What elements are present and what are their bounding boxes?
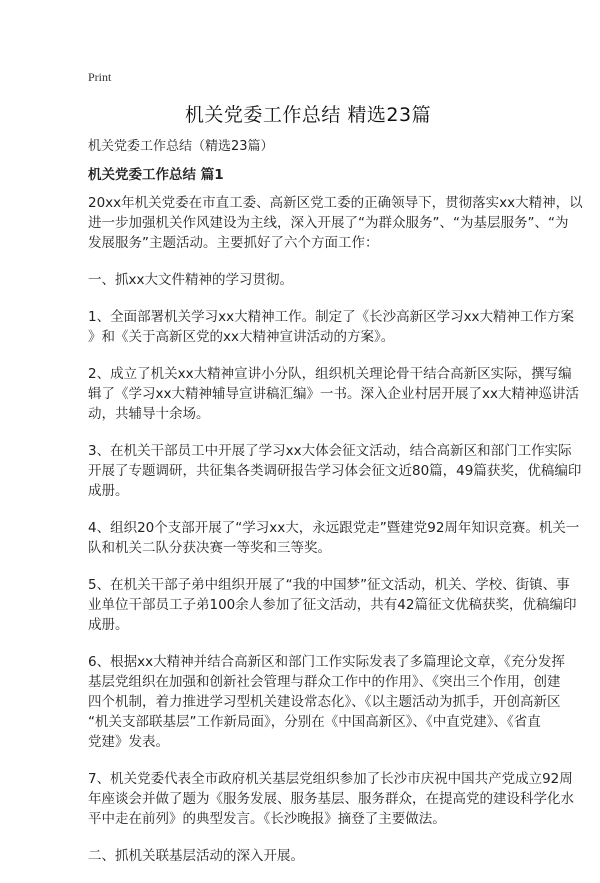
paragraph-line: 开展了专题调研，共征集各类调研报告学习体会征文近80篇，49篇获奖，优稿编印 bbox=[88, 463, 582, 479]
paragraph-line: 5、在机关干部子弟中组织开展了“我的中国梦”征文活动，机关、学校、街镇、事 bbox=[88, 577, 570, 593]
paragraph bbox=[88, 769, 574, 829]
paragraph bbox=[88, 575, 577, 635]
document-page bbox=[88, 70, 583, 883]
paragraph-line: 成册。 bbox=[88, 617, 129, 633]
paragraph-line: “机关支部联基层”工作新局面》，分别在《中国高新区》、《中直党建》、《省直 bbox=[88, 714, 541, 730]
paragraph-line: 1、全面部署机关学习xx大精神工作。制定了《长沙高新区学习xx大精神工作方案 bbox=[88, 309, 575, 325]
paragraph-line: 党建》发表。 bbox=[88, 734, 169, 750]
print-label[interactable]: Print bbox=[88, 70, 112, 84]
paragraph-line: 年座谈会并做了题为《服务发展、服务基层、服务群众，在提高党的建设科学化水 bbox=[88, 791, 574, 807]
paragraph-line: 4、组织20个支部开展了“学习xx大，永远跟党走”暨建党92周年知识竞赛。机关一 bbox=[88, 520, 580, 536]
page-title: 机关党委工作总结 精选23篇 bbox=[184, 104, 432, 126]
paragraph-line: 》和《关于高新区党的xx大精神宣讲活动的方案》。 bbox=[88, 329, 395, 345]
paragraph-line: 成册。 bbox=[88, 483, 129, 499]
paragraph-line: 队和机关二队分获决赛一等奖和三等奖。 bbox=[88, 540, 331, 556]
paragraph-line: 发展服务”主题活动。主要抓好了六个方面工作： bbox=[88, 235, 379, 251]
paragraph bbox=[88, 193, 583, 253]
paragraph-line: 20xx年机关党委在市直工委、高新区党工委的正确领导下，贯彻落实xx大精神，以 bbox=[88, 195, 583, 211]
paragraph-line: 2、成立了机关xx大精神宣讲小分队，组织机关理论骨干结合高新区实际，撰写编 bbox=[88, 366, 572, 382]
paragraph bbox=[88, 364, 579, 424]
paragraph-line: 进一步加强机关作风建设为主线，深入开展了“为群众服务”、“为基层服务”、“为 bbox=[88, 215, 569, 231]
paragraph-line: 3、在机关干部员工中开展了学习xx大体会征文活动，结合高新区和部门工作实际 bbox=[88, 443, 572, 459]
paragraph bbox=[88, 270, 528, 290]
paragraph-line: 动，共辅导十余场。 bbox=[88, 406, 210, 422]
paragraph bbox=[88, 441, 582, 501]
paragraph bbox=[88, 307, 575, 347]
paragraph-line: 7、机关党委代表全市政府机关基层党组织参加了长沙市庆祝中国共产党成立92周 bbox=[88, 771, 573, 787]
paragraph bbox=[88, 846, 528, 866]
paragraph-line: 二、抓机关联基层活动的深入开展。 bbox=[88, 848, 304, 864]
paragraph-line: 6、根据xx大精神并结合高新区和部门工作实际发表了多篇理论文章，《充分发挥 bbox=[88, 654, 565, 670]
paragraph-line: 业单位干部员工子弟100余人参加了征文活动，共有42篇征文优稿获奖，优稿编印 bbox=[88, 597, 577, 613]
paragraph bbox=[88, 518, 580, 558]
paragraph-line: 辑了《学习xx大精神辅导宣讲稿汇编》一书。深入企业村居开展了xx大精神巡讲活 bbox=[88, 386, 579, 402]
paragraph-line: 四个机制，着力推进学习型机关建设常态化》、《以主题活动为抓手，开创高新区 bbox=[88, 694, 561, 710]
document-body bbox=[88, 193, 583, 866]
document-subtitle: 机关党委工作总结（精选23篇） bbox=[88, 139, 274, 154]
paragraph-line: 基层党组织在加强和创新社会管理与群众工作中的作用》、《突出三个作用，创建 bbox=[88, 674, 561, 690]
paragraph bbox=[88, 652, 565, 752]
paragraph-line: 一、抓xx大文件精神的学习贯彻。 bbox=[88, 272, 293, 288]
paragraph-line: 平中走在前列》的典型发言。《长沙晚报》摘登了主要做法。 bbox=[88, 811, 446, 827]
section-heading: 机关党委工作总结 篇1 bbox=[88, 167, 224, 183]
